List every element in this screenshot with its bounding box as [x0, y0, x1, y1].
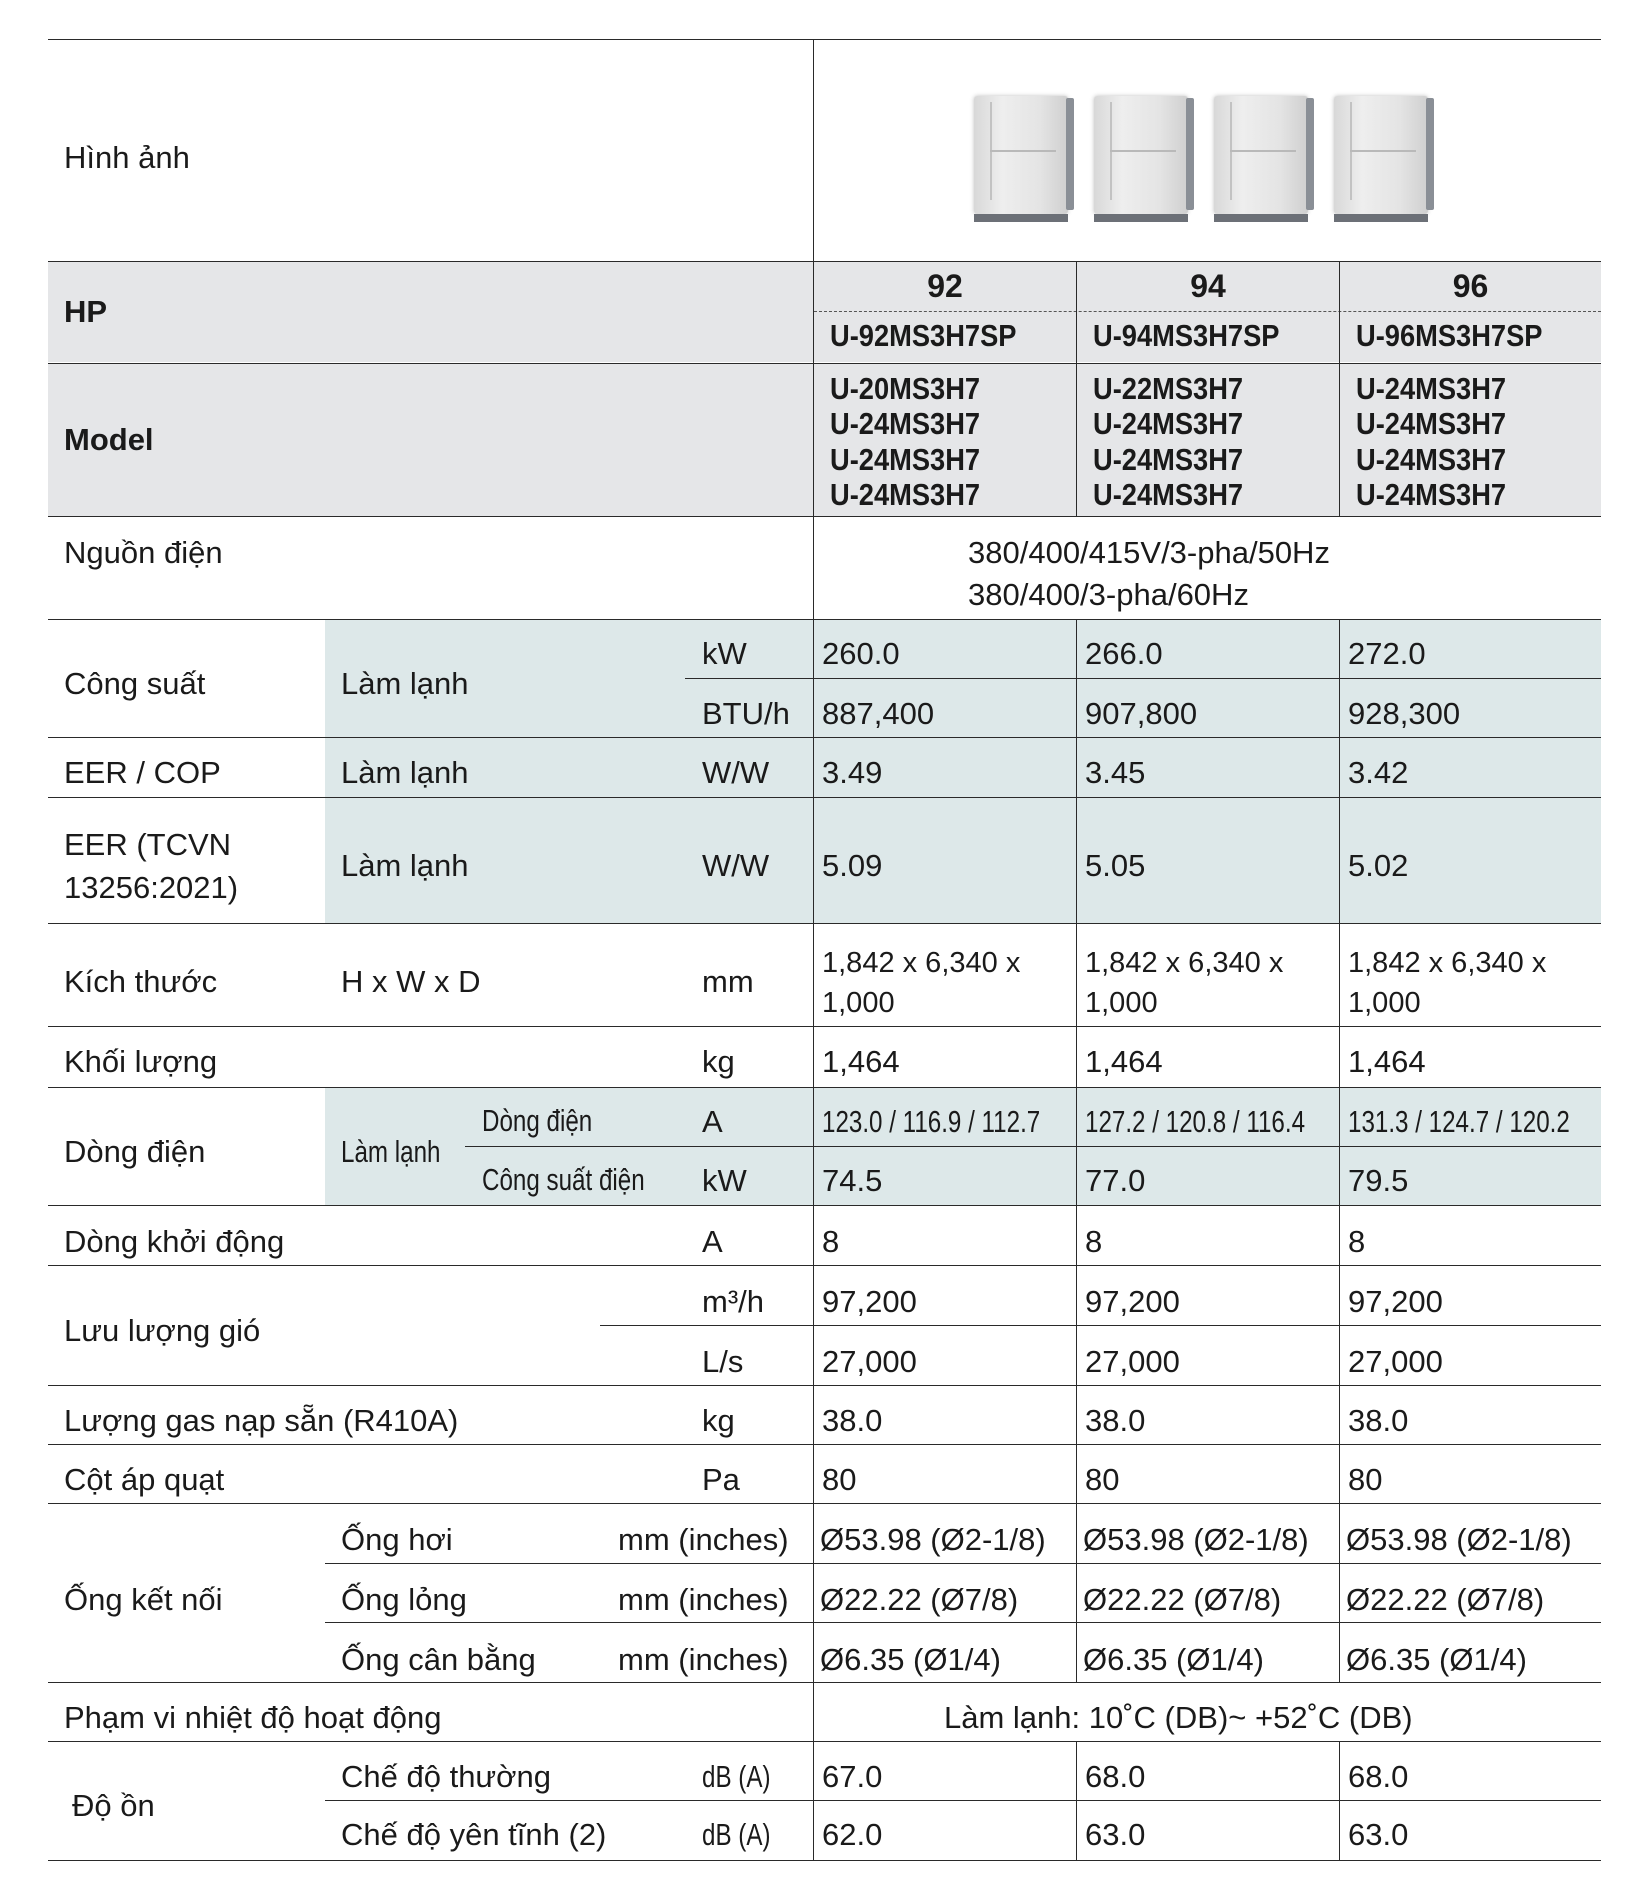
rule: [325, 1800, 1601, 1801]
module-model: U-24MS3H7: [1356, 477, 1507, 512]
dashed-rule: [814, 311, 1601, 312]
sublabel-quiet-mode: Chế độ yên tĩnh (2): [341, 1817, 607, 1852]
power-input-value: 74.5: [822, 1163, 883, 1198]
liquid-pipe-value: Ø22.22 (Ø7/8): [1346, 1582, 1545, 1617]
module-model: U-24MS3H7: [830, 406, 981, 441]
unit-kw: kW: [702, 1163, 747, 1198]
module-model: U-24MS3H7: [1093, 477, 1244, 512]
rule: [48, 39, 1601, 40]
dimensions-value-2: 1,000: [822, 987, 895, 1019]
liquid-pipe-value: Ø22.22 (Ø7/8): [820, 1582, 1019, 1617]
col-divider: [1339, 619, 1340, 1682]
sublabel-power-input: Công suất điện: [482, 1162, 645, 1197]
current-value: 123.0 / 116.9 / 112.7: [822, 1104, 1041, 1139]
label-capacity: Công suất: [64, 666, 206, 701]
airflow-ls: 27,000: [1348, 1344, 1443, 1379]
sublabel-cooling: Làm lạnh: [341, 666, 469, 701]
sublabel-cooling: Làm lạnh: [341, 755, 469, 790]
dimensions-value: 1,842 x 6,340 x: [1085, 947, 1284, 979]
gas-pipe-value: Ø53.98 (Ø2-1/8): [1083, 1522, 1309, 1557]
dimensions-value-2: 1,000: [1348, 987, 1421, 1019]
sublabel-cooling: Làm lạnh: [341, 848, 469, 883]
label-hp: HP: [64, 294, 108, 329]
unit-mm-inches: mm (inches): [618, 1642, 789, 1677]
unit-a: A: [702, 1224, 723, 1259]
label-airflow: Lưu lượng gió: [64, 1313, 261, 1348]
module-model: U-24MS3H7: [1093, 442, 1244, 477]
current-value: 127.2 / 120.8 / 116.4: [1085, 1104, 1306, 1139]
noise-quiet-value: 63.0: [1085, 1817, 1146, 1852]
module-model: U-24MS3H7: [1093, 406, 1244, 441]
label-eer-tcvn-2: 13256:2021): [64, 870, 239, 905]
rule: [48, 1503, 1601, 1504]
label-eer-cop: EER / COP: [64, 755, 221, 790]
power-supply-line-1: 380/400/415V/3-pha/50Hz: [968, 535, 1330, 570]
balance-pipe-value: Ø6.35 (Ø1/4): [1346, 1642, 1527, 1677]
balance-pipe-value: Ø6.35 (Ø1/4): [1083, 1642, 1264, 1677]
unit-mm-inches: mm (inches): [618, 1522, 789, 1557]
capacity-btu: 887,400: [822, 696, 935, 731]
refrigerant-value: 38.0: [1348, 1403, 1409, 1438]
rule: [48, 1741, 1601, 1742]
current-value: 131.3 / 124.7 / 120.2: [1348, 1104, 1570, 1139]
unit-ww: W/W: [702, 755, 770, 790]
dimensions-value: 1,842 x 6,340 x: [1348, 947, 1547, 979]
set-model: U-96MS3H7SP: [1356, 318, 1543, 353]
unit-m3h: m³/h: [702, 1284, 764, 1319]
sublabel-normal-mode: Chế độ thường: [341, 1759, 551, 1794]
weight-value: 1,464: [822, 1044, 900, 1079]
capacity-kw: 272.0: [1348, 636, 1426, 671]
airflow-m3h: 97,200: [822, 1284, 917, 1319]
col-divider: [1339, 1741, 1340, 1860]
label-piping: Ống kết nối: [64, 1582, 223, 1617]
unit-a: A: [702, 1104, 723, 1139]
sublabel-balance-pipe: Ống cân bằng: [341, 1642, 536, 1677]
airflow-m3h: 97,200: [1348, 1284, 1443, 1319]
module-model: U-22MS3H7: [1093, 371, 1244, 406]
eer-tcvn-value: 5.02: [1348, 848, 1409, 883]
rule: [48, 1860, 1601, 1861]
refrigerant-value: 38.0: [1085, 1403, 1146, 1438]
eer-value: 3.45: [1085, 755, 1146, 790]
product-image: [960, 0, 1440, 240]
unit-btuh: BTU/h: [702, 696, 790, 731]
operating-range-value: Làm lạnh: 10˚C (DB)~ +52˚C (DB): [944, 1700, 1413, 1735]
outdoor-unit-icon: [1328, 92, 1434, 222]
weight-value: 1,464: [1085, 1044, 1163, 1079]
label-starting-current: Dòng khởi động: [64, 1224, 285, 1259]
rule: [48, 516, 1601, 517]
noise-normal-value: 68.0: [1348, 1759, 1409, 1794]
unit-dba: dB (A): [702, 1759, 771, 1794]
label-eer-tcvn-1: EER (TCVN: [64, 827, 232, 862]
starting-current-value: 8: [1085, 1224, 1103, 1259]
noise-normal-value: 67.0: [822, 1759, 883, 1794]
sublabel-hwd: H x W x D: [341, 964, 481, 999]
module-model: U-24MS3H7: [1356, 371, 1507, 406]
eer-tcvn-value: 5.09: [822, 848, 883, 883]
module-model: U-24MS3H7: [1356, 406, 1507, 441]
fan-pressure-value: 80: [1085, 1462, 1120, 1497]
label-current: Dòng điện: [64, 1134, 206, 1169]
sublabel-gas-pipe: Ống hơi: [341, 1522, 453, 1557]
label-operating-range: Phạm vi nhiệt độ hoạt động: [64, 1700, 442, 1735]
rule: [48, 619, 1601, 620]
rule: [48, 1444, 1601, 1445]
rule: [48, 1682, 1601, 1683]
module-model: U-24MS3H7: [1356, 442, 1507, 477]
eer-tcvn-value: 5.05: [1085, 848, 1146, 883]
power-supply-line-2: 380/400/3-pha/60Hz: [968, 577, 1249, 612]
sublabel-liquid-pipe: Ống lỏng: [341, 1582, 467, 1617]
eer-value: 3.49: [822, 755, 883, 790]
label-weight: Khối lượng: [64, 1044, 218, 1079]
dimensions-value: 1,842 x 6,340 x: [822, 947, 1021, 979]
rule: [325, 1622, 1601, 1623]
label-model: Model: [64, 422, 154, 457]
rule: [48, 1385, 1601, 1386]
set-model: U-94MS3H7SP: [1093, 318, 1280, 353]
sublabel-running-current: Dòng điện: [482, 1103, 593, 1138]
col-divider: [813, 39, 814, 1860]
balance-pipe-value: Ø6.35 (Ø1/4): [820, 1642, 1001, 1677]
airflow-m3h: 97,200: [1085, 1284, 1180, 1319]
rule: [48, 1205, 1601, 1206]
starting-current-value: 8: [1348, 1224, 1366, 1259]
rule: [600, 1325, 1601, 1326]
label-image: Hình ảnh: [64, 140, 190, 175]
unit-pa: Pa: [702, 1462, 740, 1497]
module-model: U-24MS3H7: [830, 442, 981, 477]
gas-pipe-value: Ø53.98 (Ø2-1/8): [820, 1522, 1046, 1557]
label-power-supply: Nguồn điện: [64, 535, 223, 570]
eer-row-bg: [325, 738, 1601, 798]
airflow-ls: 27,000: [1085, 1344, 1180, 1379]
starting-current-value: 8: [822, 1224, 840, 1259]
col-divider: [1076, 1741, 1077, 1860]
unit-mm: mm: [702, 964, 754, 999]
fan-pressure-value: 80: [1348, 1462, 1383, 1497]
module-model: U-24MS3H7: [830, 477, 981, 512]
power-input-value: 79.5: [1348, 1163, 1409, 1198]
rule: [465, 1146, 1601, 1147]
fan-pressure-value: 80: [822, 1462, 857, 1497]
module-model: U-20MS3H7: [830, 371, 981, 406]
outdoor-unit-icon: [968, 92, 1074, 222]
eer-tcvn-row-bg: [325, 798, 1601, 924]
noise-quiet-value: 62.0: [822, 1817, 883, 1852]
label-refrigerant: Lượng gas nạp sẵn (R410A): [64, 1403, 459, 1438]
unit-mm-inches: mm (inches): [618, 1582, 789, 1617]
capacity-btu: 907,800: [1085, 696, 1198, 731]
capacity-kw: 266.0: [1085, 636, 1163, 671]
liquid-pipe-value: Ø22.22 (Ø7/8): [1083, 1582, 1282, 1617]
rule: [48, 261, 1601, 262]
unit-ls: L/s: [702, 1344, 744, 1379]
hp-value: 92: [927, 268, 963, 304]
rule: [48, 737, 1601, 738]
eer-value: 3.42: [1348, 755, 1409, 790]
unit-kg: kg: [702, 1403, 735, 1438]
noise-normal-value: 68.0: [1085, 1759, 1146, 1794]
rule: [325, 1563, 1601, 1564]
airflow-ls: 27,000: [822, 1344, 917, 1379]
sublabel-cooling: Làm lạnh: [341, 1134, 441, 1169]
rule: [48, 1265, 1601, 1266]
outdoor-unit-icon: [1088, 92, 1194, 222]
rule: [48, 363, 1601, 364]
noise-quiet-value: 63.0: [1348, 1817, 1409, 1852]
unit-kg: kg: [702, 1044, 735, 1079]
col-divider: [1076, 619, 1077, 1682]
label-noise: Độ ồn: [72, 1788, 155, 1823]
unit-kw: kW: [702, 636, 747, 671]
label-dimensions: Kích thước: [64, 964, 218, 999]
rule: [48, 923, 1601, 924]
hp-value: 96: [1452, 268, 1489, 304]
hp-value: 94: [1190, 268, 1226, 304]
power-input-value: 77.0: [1085, 1163, 1146, 1198]
rule: [48, 797, 1601, 798]
capacity-btu: 928,300: [1348, 696, 1461, 731]
dimensions-value-2: 1,000: [1085, 987, 1158, 1019]
set-model: U-92MS3H7SP: [830, 318, 1017, 353]
unit-ww: W/W: [702, 848, 770, 883]
capacity-kw: 260.0: [822, 636, 900, 671]
refrigerant-value: 38.0: [822, 1403, 883, 1438]
rule: [48, 1026, 1601, 1027]
rule: [48, 1087, 1601, 1088]
gas-pipe-value: Ø53.98 (Ø2-1/8): [1346, 1522, 1572, 1557]
label-fan-pressure: Cột áp quạt: [64, 1462, 225, 1497]
weight-value: 1,464: [1348, 1044, 1426, 1079]
outdoor-unit-icon: [1208, 92, 1314, 222]
unit-dba: dB (A): [702, 1817, 771, 1852]
rule: [685, 678, 1601, 679]
